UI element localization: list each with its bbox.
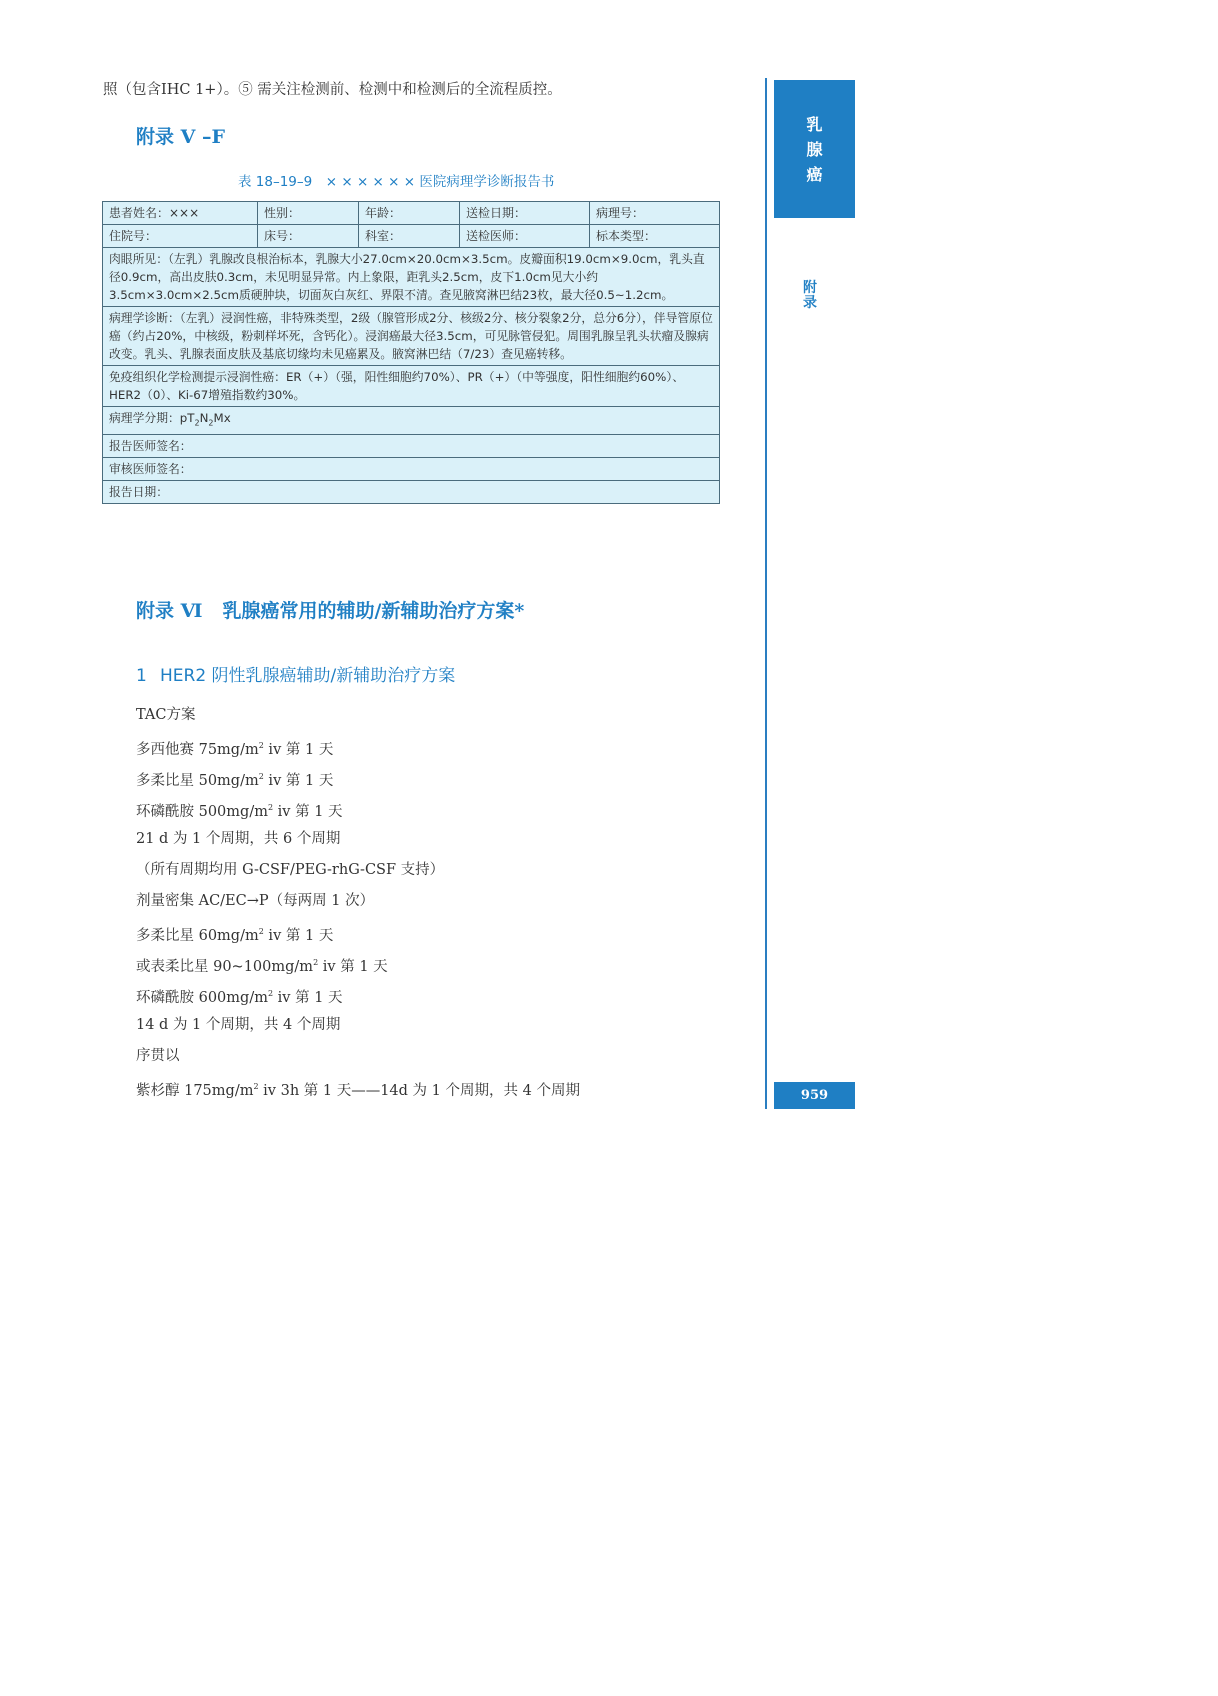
appendix-vi-title: 乳腺癌常用的辅助/新辅助治疗方案* [222,600,525,622]
report-date: 报告日期： [109,485,168,500]
specimen-type-cell: 标本类型： [596,229,657,243]
patient-name-cell: 患者姓名：××× [103,202,258,224]
gross-findings: 肉眼所见：（左乳）乳腺改良根治标本，乳腺大小27.0cm×20.0cm×3.5cm。皮瓣面积19.0cm×9.0cm，乳头直径0.9cm，高出皮肤0.3cm，未见明显异常。内上象限，距乳头2.5cm，皮下1.0cm见大小约3.5cm×3.0cm×2.5cm质硬肿块，切面灰白灰红、界限不清。查见腋窝淋巴结23枚，最大径0.5~1.2cm。 [109,252,705,302]
list-item: 序贯以 [136,1048,180,1064]
list-item: 剂量密集 AC/EC→P（每两周 1 次） [136,893,375,909]
list-item: 多柔比星 $50mg/m^2$ iv 第 1 天 [136,772,334,789]
submitting-doctor-cell: 送检医师： [460,225,590,247]
list-item: 14 d 为 1 个周期，共 4 个周期 [136,1017,341,1033]
list-item: （所有周期均用 G-CSF/PEG-rhG-CSF 支持） [136,862,445,878]
list-item: 紫杉醇 $175mg/m^2$ iv 3h 第 1 天——14d 为 1 个周期，共 4 个周期 [136,1082,580,1099]
section-title: HER2 阴性乳腺癌辅助/新辅助治疗方案 [160,666,456,686]
age-cell: 年龄： [359,202,460,224]
section-number: 1 [136,666,147,686]
submit-date-cell: 送检日期： [460,202,590,224]
intro-text: 照（包含IHC 1+）。⑤ 需关注检测前、检测中和检测后的全流程质控。 [103,82,562,98]
sidebar-divider [765,78,767,1109]
table-row [103,481,719,503]
reviewer-signature: 审核医师签名： [109,462,192,477]
section-heading [136,661,455,686]
list-item: 环磷酰胺 $600mg/m^2$ iv 第 1 天 [136,989,343,1006]
pathological-stage: 病理学分期：$pT_2N_2Mx$ [109,411,231,428]
department-cell: 科室： [359,225,460,247]
list-item: TAC方案 [136,707,196,723]
pathology-report-table [102,201,720,504]
list-item: 或表柔比星 $90\sim 100mg/m^2$ iv 第 1 天 [136,958,388,975]
chapter-tab-label: 乳 腺 癌 [806,115,823,184]
pathology-diagnosis: 病理学诊断：（左乳）浸润性癌，非特殊类型，2级（腺管形成2分、核级2分、核分裂象2分，总分6分），伴导管原位癌（约占20%，中核级，粉刺样坏死，含钙化）。浸润癌最大径3.5cm，可见脉管侵犯。周围乳腺呈乳头状瘤及腺病改变。乳头、乳腺表面皮肤及基底切缘均未见癌累及。腋窝淋巴结（7/23）查见癌转移。 [109,311,713,361]
list-item: 多西他赛 $75mg/m^2$ iv 第 1 天 [136,741,334,758]
table-row [103,366,719,407]
table-row [103,407,719,435]
table-row [103,435,719,458]
appendix-vi-heading [136,596,524,623]
list-item: 环磷酰胺 $500mg/m^2$ iv 第 1 天 [136,803,343,820]
chapter-tab [774,80,855,218]
pathology-number-cell: 病理号： [596,206,645,220]
bed-number-cell: 床号： [258,225,359,247]
page-number: 959 [774,1082,855,1109]
table-row [103,225,719,248]
gender-cell: 性别： [258,202,359,224]
table-row [103,307,719,366]
table-row [103,248,719,307]
section-side-label: 附 录 [803,280,817,311]
list-item: 21 d 为 1 个周期，共 6 个周期 [136,831,341,847]
table-row [103,458,719,481]
ihc-results: 免疫组织化学检测提示浸润性癌：ER（+）（强，阳性细胞约70%）、PR（+）（中等强度，阳性细胞约60%）、HER2（0）、Ki-67增殖指数约30%。 [109,370,685,402]
table-row [103,202,719,225]
appendix-vi-label: 附录 Ⅵ [136,600,203,622]
appendix-vf-title: 附录 V –F [136,126,225,148]
list-item: 多柔比星 $60mg/m^2$ iv 第 1 天 [136,927,334,944]
reporter-signature: 报告医师签名： [109,439,192,454]
admission-number-cell: 住院号： [103,225,258,247]
table-caption: 表 18–19–9 × × × × × × 医院病理学诊断报告书 [238,174,555,190]
regimen-list [136,705,580,1108]
